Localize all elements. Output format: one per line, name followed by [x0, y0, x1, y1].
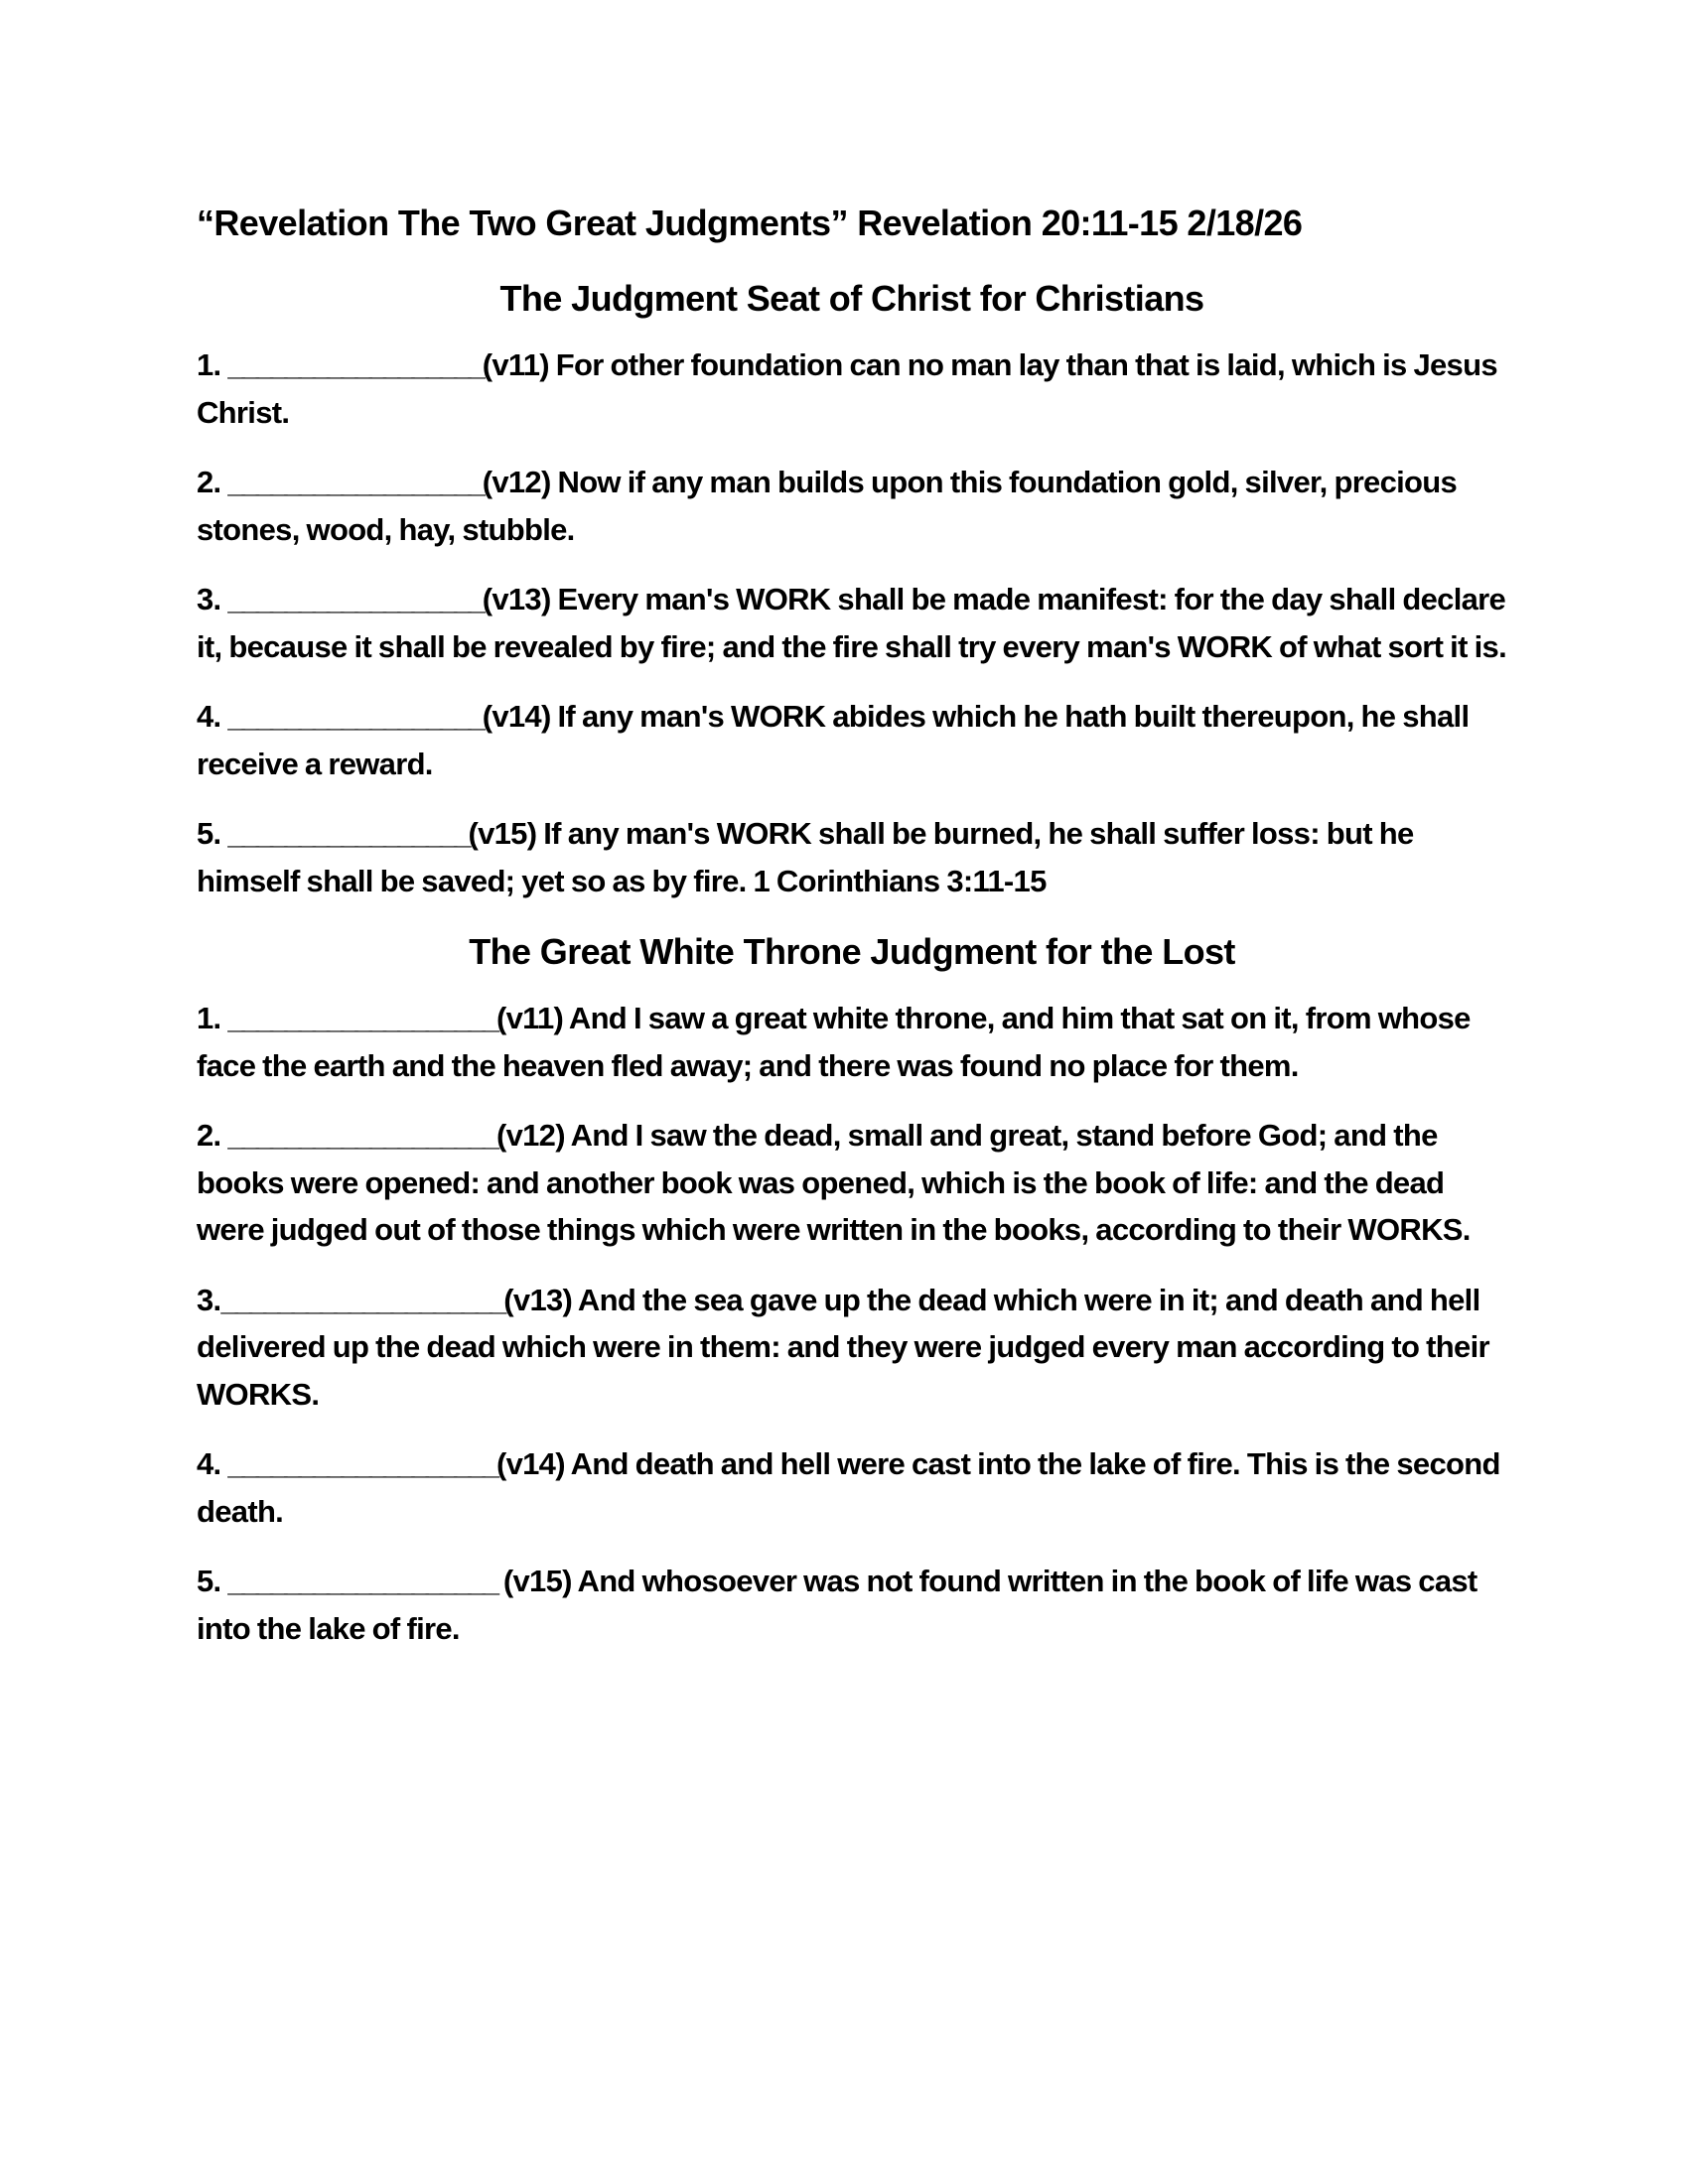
document-title: “Revelation The Two Great Judgments” Revelation 20:11-15 2/18/26 [197, 203, 1303, 243]
verse-text: Every man's WORK shall be made manifest: for the day shall declare it, because it shall be revealed by fire; and the fire shall try every man's WORK of what sort it is. [197, 582, 1506, 664]
verse-text: If any man's WORK abides which he hath built thereupon, he shall receive a reward. [197, 699, 1470, 781]
section-judgment-seat [197, 274, 1507, 904]
verse-text: And the sea gave up the dead which were in it; and death and hell delivered up the dead which were in them: and they were judged every man according to their WORKS. [197, 1282, 1489, 1412]
verse-ref: (v11) [495, 1001, 564, 1035]
answer-blank: ___________________ [227, 1001, 496, 1035]
fill-in-item [197, 1440, 1507, 1535]
section-heading: The Judgment Seat of Christ for Christians [499, 278, 1204, 319]
item-number: 4. [197, 699, 228, 734]
verse-text: For other foundation can no man lay than that is laid, which is Jesus Christ. [197, 347, 1497, 430]
verse-ref: (v13) [482, 582, 551, 616]
answer-blank: ___________________ [227, 1564, 496, 1598]
verse-text: And I saw the dead, small and great, stand before God; and the books were opened: and another book was opened, which is the book of life: and the dead were judged out of those things which were written in the books, according to their WORKS. [197, 1118, 1471, 1247]
answer-blank: ___________________ [227, 1118, 496, 1153]
item-number: 1. [197, 347, 228, 382]
verse-text: And I saw a great white throne, and him that sat on it, from whose face the earth and the heaven fled away; and there was found no place for them. [197, 1001, 1471, 1083]
fill-in-item [197, 1277, 1507, 1419]
verse-ref: (v15) [468, 816, 537, 851]
answer-blank: ___________________ [227, 1446, 496, 1481]
item-number: 4. [197, 1446, 228, 1481]
answer-blank: __________________ [227, 347, 483, 382]
verse-ref: (v13) [503, 1282, 573, 1317]
fill-in-item [197, 341, 1507, 436]
fill-in-item [197, 693, 1507, 787]
answer-blank: __________________ [227, 465, 483, 499]
item-number: 2. [197, 465, 228, 499]
fill-in-item [197, 995, 1507, 1089]
item-number: 3. [197, 582, 228, 616]
verse-ref: (v14) [495, 1446, 565, 1481]
item-number: 1. [197, 1001, 228, 1035]
item-number: 5. [197, 1564, 228, 1598]
item-number: 3. [197, 1282, 221, 1317]
fill-in-item [197, 459, 1507, 553]
fill-in-item [197, 576, 1507, 670]
verse-text: Now if any man builds upon this foundation gold, silver, precious stones, wood, hay, stubble. [197, 465, 1458, 547]
verse-text: And death and hell were cast into the lake of fire. This is the second death. [197, 1446, 1500, 1529]
fill-in-item [197, 810, 1507, 904]
verse-text: If any man's WORK shall be burned, he shall suffer loss: but he himself shall be saved; yet so as by fire. 1 Corinthians 3:11-15 [197, 816, 1414, 898]
answer-blank: __________________ [227, 582, 483, 616]
section-heading: The Great White Throne Judgment for the Lost [469, 931, 1235, 972]
verse-text: And whosoever was not found written in the book of life was cast into the lake of fire. [197, 1564, 1477, 1646]
answer-blank: __________________ [227, 699, 483, 734]
fill-in-item [197, 1558, 1507, 1652]
item-number: 2. [197, 1118, 228, 1153]
section-great-white-throne [197, 927, 1507, 1652]
verse-ref: (v14) [482, 699, 551, 734]
worksheet-page [197, 199, 1507, 1675]
answer-blank: _________________ [227, 816, 469, 851]
verse-ref: (v15) [495, 1564, 572, 1598]
answer-blank: ____________________ [220, 1282, 504, 1317]
verse-ref: (v12) [495, 1118, 565, 1153]
verse-ref: (v12) [482, 465, 551, 499]
item-number: 5. [197, 816, 228, 851]
fill-in-item [197, 1112, 1507, 1254]
verse-ref: (v11) [482, 347, 549, 382]
